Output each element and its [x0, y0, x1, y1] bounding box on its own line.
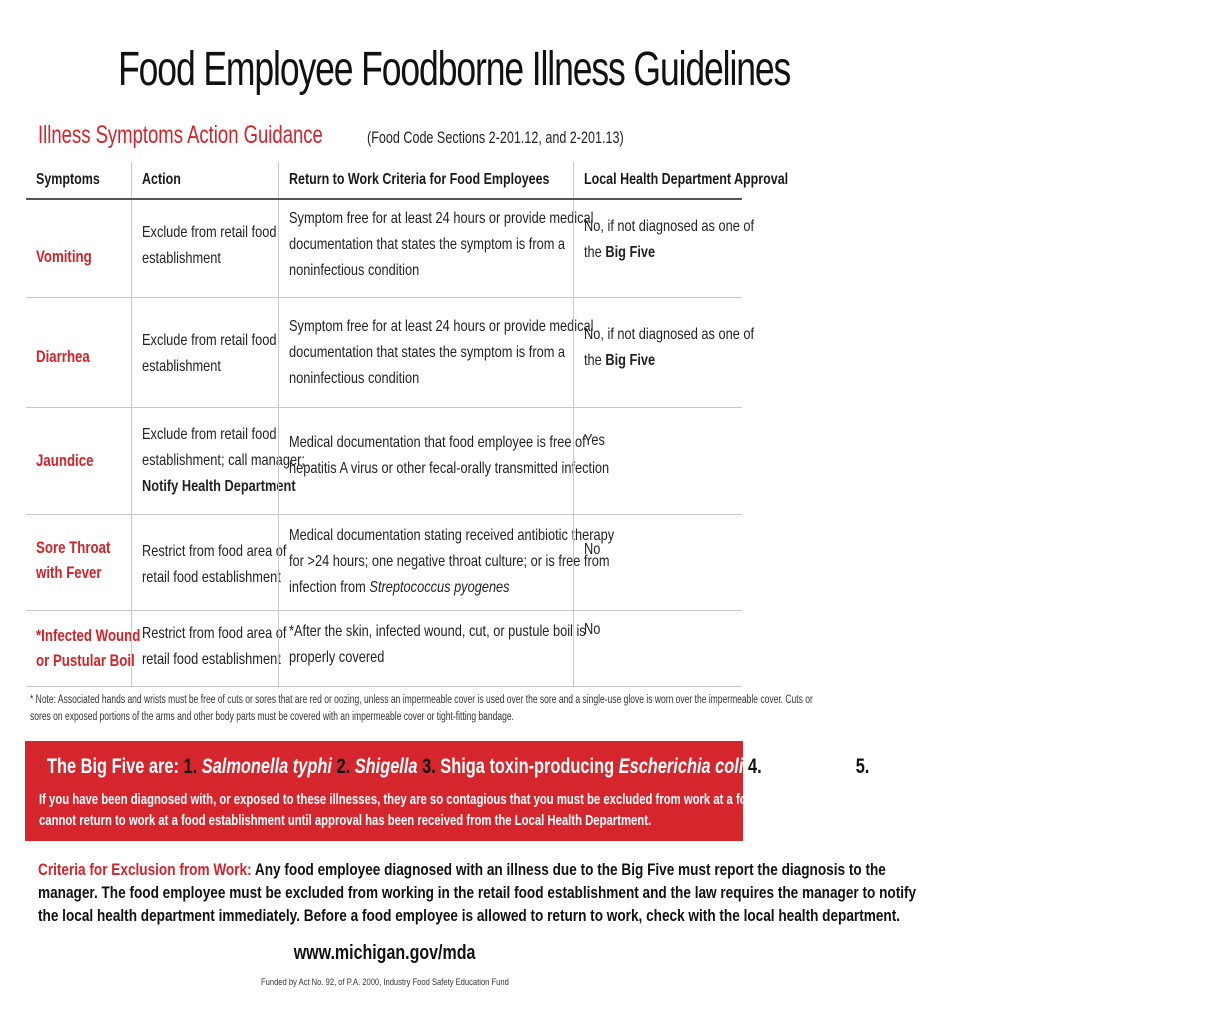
symptoms-table	[26, 162, 789, 687]
exclusion-criteria	[38, 858, 1136, 927]
item-number: 3.	[422, 755, 436, 778]
symptom-name: with Fever	[36, 563, 102, 582]
item-number: 4.	[747, 755, 762, 778]
funding-note	[0, 977, 770, 988]
criteria-text: Symptom free for at least 24 hours or provide medical	[289, 210, 594, 227]
table-row	[26, 298, 755, 408]
table-header	[26, 162, 789, 200]
table-row	[26, 611, 742, 687]
table-row	[26, 200, 755, 298]
warning-line: If you have been diagnosed with, or exposed to these illnesses, they are so contagious that you must be excluded from work at a food establishment, and you	[39, 792, 890, 808]
action-text: retail food establishment	[142, 569, 281, 586]
action-text: Exclude from retail food	[142, 426, 277, 443]
criteria-label: Criteria for Exclusion from Work:	[38, 860, 252, 879]
table-row	[26, 515, 742, 611]
action-text: establishment	[142, 250, 221, 267]
criteria-text: infection from	[289, 579, 366, 596]
big-five-list	[47, 755, 1206, 779]
criteria-text: noninfectious condition	[289, 262, 420, 279]
symptom-name: *Infected Wound	[36, 626, 141, 645]
item-number: 1.	[183, 755, 198, 778]
approval-text: No	[584, 541, 601, 558]
pathogen-name: Hepatitis A	[766, 755, 852, 778]
action-text: Restrict from food area of	[142, 543, 287, 560]
criteria-text: Symptom free for at least 24 hours or provide medical	[289, 318, 594, 335]
approval-text: No, if not diagnosed as one of	[584, 218, 755, 235]
big-five-label: The Big Five are:	[47, 755, 179, 778]
action-text: Exclude from retail food	[142, 224, 277, 241]
footnote-line: sores on exposed portions of the arms and other body parts must be covered with an impermeable cover or tight-fitting bandage.	[30, 711, 514, 723]
subtitle	[38, 121, 714, 150]
organism-name: Streptococcus pyogenes	[369, 579, 510, 596]
item-number: 2.	[336, 755, 351, 778]
action-text: establishment; call manager;	[142, 452, 305, 469]
warning-line: cannot return to work at a food establishment until approval has been received from the Local Health Department.	[39, 813, 652, 829]
footnote-line: * Note: Associated hands and wrists must be free of cuts or sores that are red or oozing, unless an impermeable cover is used over the sore and a single-use glove is worn over the impermeable cover. Cuts or	[30, 694, 813, 706]
criteria-text: *After the skin, infected wound, cut, or pustule boil is	[289, 623, 586, 640]
pathogen-name: Salmonella typhi	[201, 755, 332, 778]
approval-text: the	[584, 244, 602, 261]
table-row	[26, 408, 742, 515]
footnote	[30, 692, 813, 726]
subtitle-sections: (Food Code Sections 2-201.12, and 2-201.13)	[367, 128, 625, 147]
approval-text: the	[584, 352, 602, 369]
header-approval: Local Health Department Approval	[584, 171, 789, 188]
criteria-line: Any food employee diagnosed with an illness due to the Big Five must report the diagnosis to the	[254, 860, 886, 879]
action-text: retail food establishment	[142, 651, 281, 668]
criteria-line: manager. The food employee must be excluded from working in the retail food establishment and the law requires the manager to notify	[38, 883, 917, 902]
big-five-banner	[25, 741, 952, 841]
approval-text: No, if not diagnosed as one of	[584, 326, 755, 343]
website-link[interactable]	[0, 942, 770, 965]
criteria-text: noninfectious condition	[289, 370, 420, 387]
header-symptoms: Symptoms	[36, 171, 100, 188]
pathogen-name: Escherichia coli	[618, 755, 744, 778]
symptom-name: Sore Throat	[36, 538, 111, 557]
big-five-ref: Big Five	[605, 244, 656, 261]
criteria-line: the local health department immediately. Before a food employee is allowed to return to work, check with the local health department.	[38, 906, 901, 925]
subtitle-heading: Illness Symptoms Action Guidance	[38, 121, 323, 149]
symptom-name: Diarrhea	[36, 347, 90, 366]
pathogen-name: Shigella	[354, 755, 418, 778]
approval-text: Yes	[584, 432, 605, 449]
symptom-name: Vomiting	[36, 247, 92, 266]
criteria-text: Medical documentation stating received antibiotic therapy	[289, 527, 615, 544]
action-notify: Notify Health Department	[142, 478, 296, 495]
symptom-name: Jaundice	[36, 451, 94, 470]
criteria-text: Medical documentation that food employee is free of	[289, 434, 586, 451]
criteria-text: for >24 hours; one negative throat culture; or is free from	[289, 553, 610, 570]
action-text: Exclude from retail food	[142, 332, 277, 349]
pathogen-name: Norovirus	[873, 755, 952, 778]
big-five-ref: Big Five	[605, 352, 656, 369]
criteria-text: hepatitis A virus or other fecal-orally transmitted infection	[289, 460, 610, 477]
item-number: 5.	[855, 755, 870, 778]
symptom-name: or Pustular Boil	[36, 651, 135, 670]
criteria-text: properly covered	[289, 649, 385, 666]
website-link-text[interactable]: www.michigan.gov/mda	[294, 942, 476, 964]
funding-text: Funded by Act No. 92, of P.A. 2000, Industry Food Safety Education Fund	[261, 977, 509, 988]
criteria-text: documentation that states the symptom is from a	[289, 236, 566, 253]
criteria-text: documentation that states the symptom is from a	[289, 344, 566, 361]
contagion-warning	[39, 790, 1129, 832]
page-title: Food Employee Foodborne Illness Guidelines	[118, 43, 791, 96]
action-text: establishment	[142, 358, 221, 375]
action-text: Restrict from food area of	[142, 625, 287, 642]
header-return-criteria: Return to Work Criteria for Food Employees	[289, 171, 550, 188]
pathogen-prefix: Shiga toxin-producing	[440, 755, 615, 778]
approval-text: No	[584, 621, 601, 638]
header-action: Action	[142, 171, 181, 188]
